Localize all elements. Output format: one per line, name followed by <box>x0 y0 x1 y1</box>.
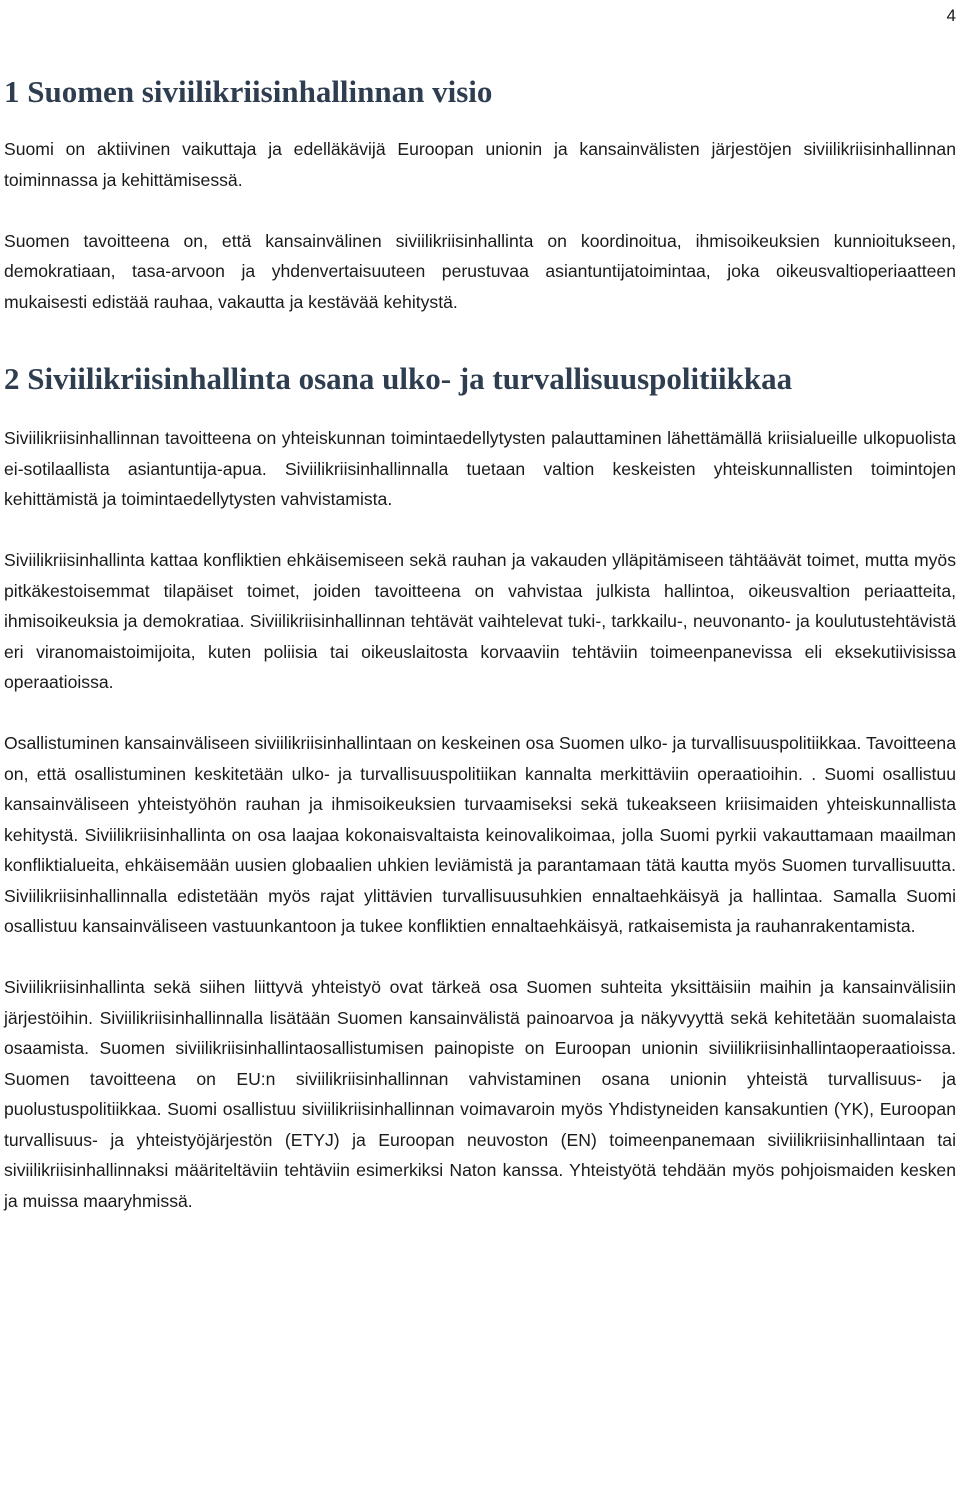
paragraph: Osallistuminen kansainväliseen siviilikriisinhallintaan on keskeinen osa Suomen ulko- ja turvallisuuspolitiikkaa. Tavoitteena on, että osallistuminen keskitetään ulko- ja turvallisuuspolitiikan kannalta merkittäviin operaatioihin. . Suomi osallistuu kansainväliseen yhteistyöhön rauhan ja ihmisoikeuksien turvaamiseksi sekä tukeakseen kriisimaiden yhteiskunnallista kehitystä. Siviilikriisinhallinta on osa laajaa kokonaisvaltaista keinovalikoimaa, jolla Suomi pyrkii vakauttamaan maailman konfliktialueita, ehkäisemään uusien globaalien uhkien leviämistä ja parantamaan tätä kautta myös Suomen turvallisuutta. Siviilikriisinhallinnalla edistetään myös rajat ylittävien turvallisuusuhkien ennaltaehkäisyä ja hallintaa. Samalla Suomi osallistuu kansainväliseen vastuunkantoon ja tukee konfliktien ennaltaehkäisyä, ratkaisemista ja rauhanrakentamista. <box>4 733 956 936</box>
document-body <box>4 70 956 1216</box>
section-heading: 2 Siviilikriisinhallinta osana ulko- ja turvallisuuspolitiikkaa <box>4 361 793 396</box>
section-foreign-security-policy <box>4 357 956 1216</box>
paragraph: Siviilikriisinhallinta sekä siihen liittyvä yhteistyö ovat tärkeä osa Suomen suhteita yksittäisiin maihin ja kansainvälisiin järjestöihin. Siviilikriisinhallinnalla lisätään Suomen kansainvälistä painoarvoa ja näkyvyyttä sekä kehitetään suomalaista osaamista. Suomen siviilikriisinhallintaosallistumisen painopiste on Euroopan unionin siviilikriisinhallintaoperaatioissa. Suomen tavoitteena on EU:n siviilikriisinhallinnan vahvistaminen osana unionin yhteistä turvallisuus- ja puolustuspolitiikkaa. Suomi osallistuu siviilikriisinhallinnan voimavaroin myös Yhdistyneiden kansakuntien (YK), Euroopan turvallisuus- ja yhteistyöjärjestön (ETYJ) ja Euroopan neuvoston (EN) toimeenpanemaan siviilikriisinhallintaan tai siviilikriisinhallinnaksi määriteltäviin tehtäviin esimerkiksi Naton kanssa. Yhteistyötä tehdään myös pohjoismaiden kesken ja muissa maaryhmissä. <box>4 977 956 1211</box>
section-vision <box>4 70 956 317</box>
paragraph: Siviilikriisinhallinnan tavoitteena on yhteiskunnan toimintaedellytysten palauttaminen lähettämällä kriisialueille ulkopuolista ei-sotilaallista asiantuntija-apua. Siviilikriisinhallinnalla tuetaan valtion keskeisten yhteiskunnallisten toimintojen kehittämistä ja toimintaedellytysten vahvistamista. <box>4 428 956 509</box>
section-heading: 1 Suomen siviilikriisinhallinnan visio <box>4 74 493 109</box>
paragraph: Suomen tavoitteena on, että kansainvälinen siviilikriisinhallinta on koordinoitua, ihmisoikeuksien kunnioitukseen, demokratiaan, tasa-arvoon ja yhdenvertaisuuteen perustuvaa asiantuntijatoimintaa, joka oikeusvaltioperiaatteen mukaisesti edistää rauhaa, vakautta ja kestävää kehitystä. <box>4 230 956 312</box>
page-number: 4 <box>946 6 956 25</box>
paragraph: Siviilikriisinhallinta kattaa konfliktien ehkäisemiseen sekä rauhan ja vakauden ylläpitämiseen tähtäävät toimet, mutta myös pitkäkestoisemmat tilapäiset toimet, joiden tavoitteena on vahvistaa julkista hallintoa, oikeusvaltion periaatteita, ihmisoikeuksia ja demokratiaa. Siviilikriisinhallinnan tehtävät vaihtelevat tuki-, tarkkailu-, neuvonanto- ja koulutustehtävistä eri viranomaistoimijoita, kuten poliisia tai oikeuslaitosta korvaaviin tehtäviin toimeenpanevissa eli eksekutiivisissa operaatioissa. <box>4 550 956 692</box>
paragraph: Suomi on aktiivinen vaikuttaja ja edelläkävijä Euroopan unionin ja kansainvälisten järjestöjen siviilikriisinhallinnan toiminnassa ja kehittämisessä. <box>4 139 956 190</box>
